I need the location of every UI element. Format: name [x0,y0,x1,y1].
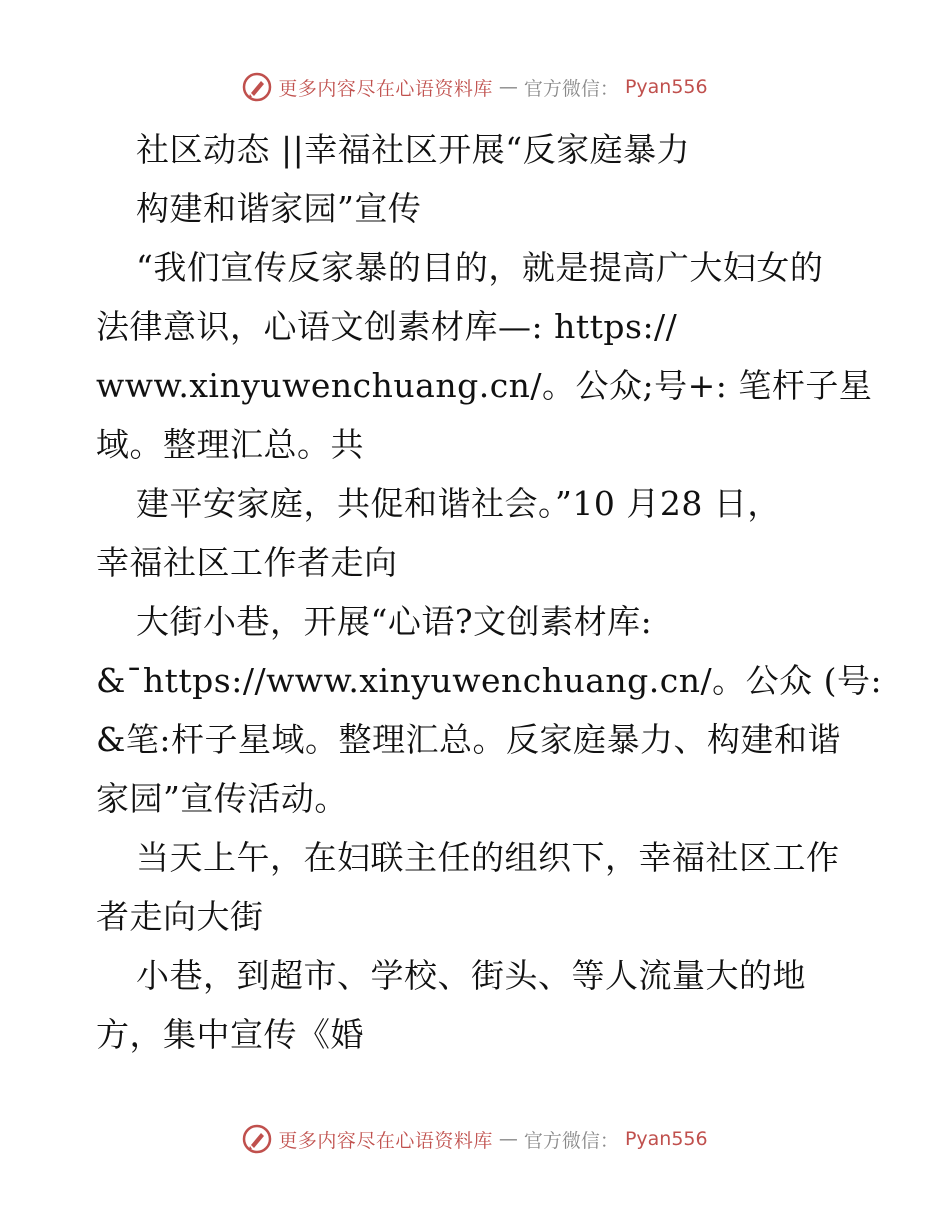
text-line: 构建和谐家园”宣传 [136,189,422,228]
text-line: 小巷，到超市、学校、街头、等人流量大的地 [136,956,806,995]
document-body [96,120,883,1064]
pen-logo-icon [242,1124,272,1154]
text-line: 幸福社区工作者走向 [96,543,398,582]
text-line: “我们宣传反家暴的目的，就是提高广大妇女的 [136,248,824,287]
watermark-text: 更多内容尽在心语资料库 [278,77,493,100]
text-line: 域。整理汇总。共 [96,425,364,464]
watermark-text: 更多内容尽在心语资料库 [278,1129,493,1152]
watermark-footer [0,1124,950,1154]
watermark-separator: — [498,1128,518,1150]
pen-logo-icon [242,72,272,102]
text-line: 社区动态 ||幸福社区开展“反家庭暴力 [136,130,691,169]
text-line: 当天上午，在妇联主任的组织下，幸福社区工作 [136,838,840,877]
watermark-label: 官方微信： [523,1129,619,1152]
text-line: 家园”宣传活动。 [96,779,348,818]
watermark-separator: — [498,76,518,98]
text-line: 法律意识，心语文创素材库—: https:// [96,307,678,346]
text-line: 者走向大街 [96,897,264,936]
watermark-header [0,72,950,102]
text-line: 大街小巷，开展“心语?文创素材库: [136,602,653,641]
watermark-id: Pyan556 [624,76,708,98]
text-line: 方，集中宣传《婚 [96,1015,364,1054]
text-line: &笔:杆子星域。整理汇总。反家庭暴力、构建和谐 [96,720,841,759]
text-line: 建平安家庭，共促和谐社会。”10 月28 日， [136,484,781,523]
watermark-id: Pyan556 [624,1128,708,1150]
watermark-label: 官方微信： [523,77,619,100]
text-line: www.xinyuwenchuang.cn/。公众;号+: 笔杆子星 [96,366,873,405]
text-line: &¯https://www.xinyuwenchuang.cn/。公众 (号: [96,661,883,700]
